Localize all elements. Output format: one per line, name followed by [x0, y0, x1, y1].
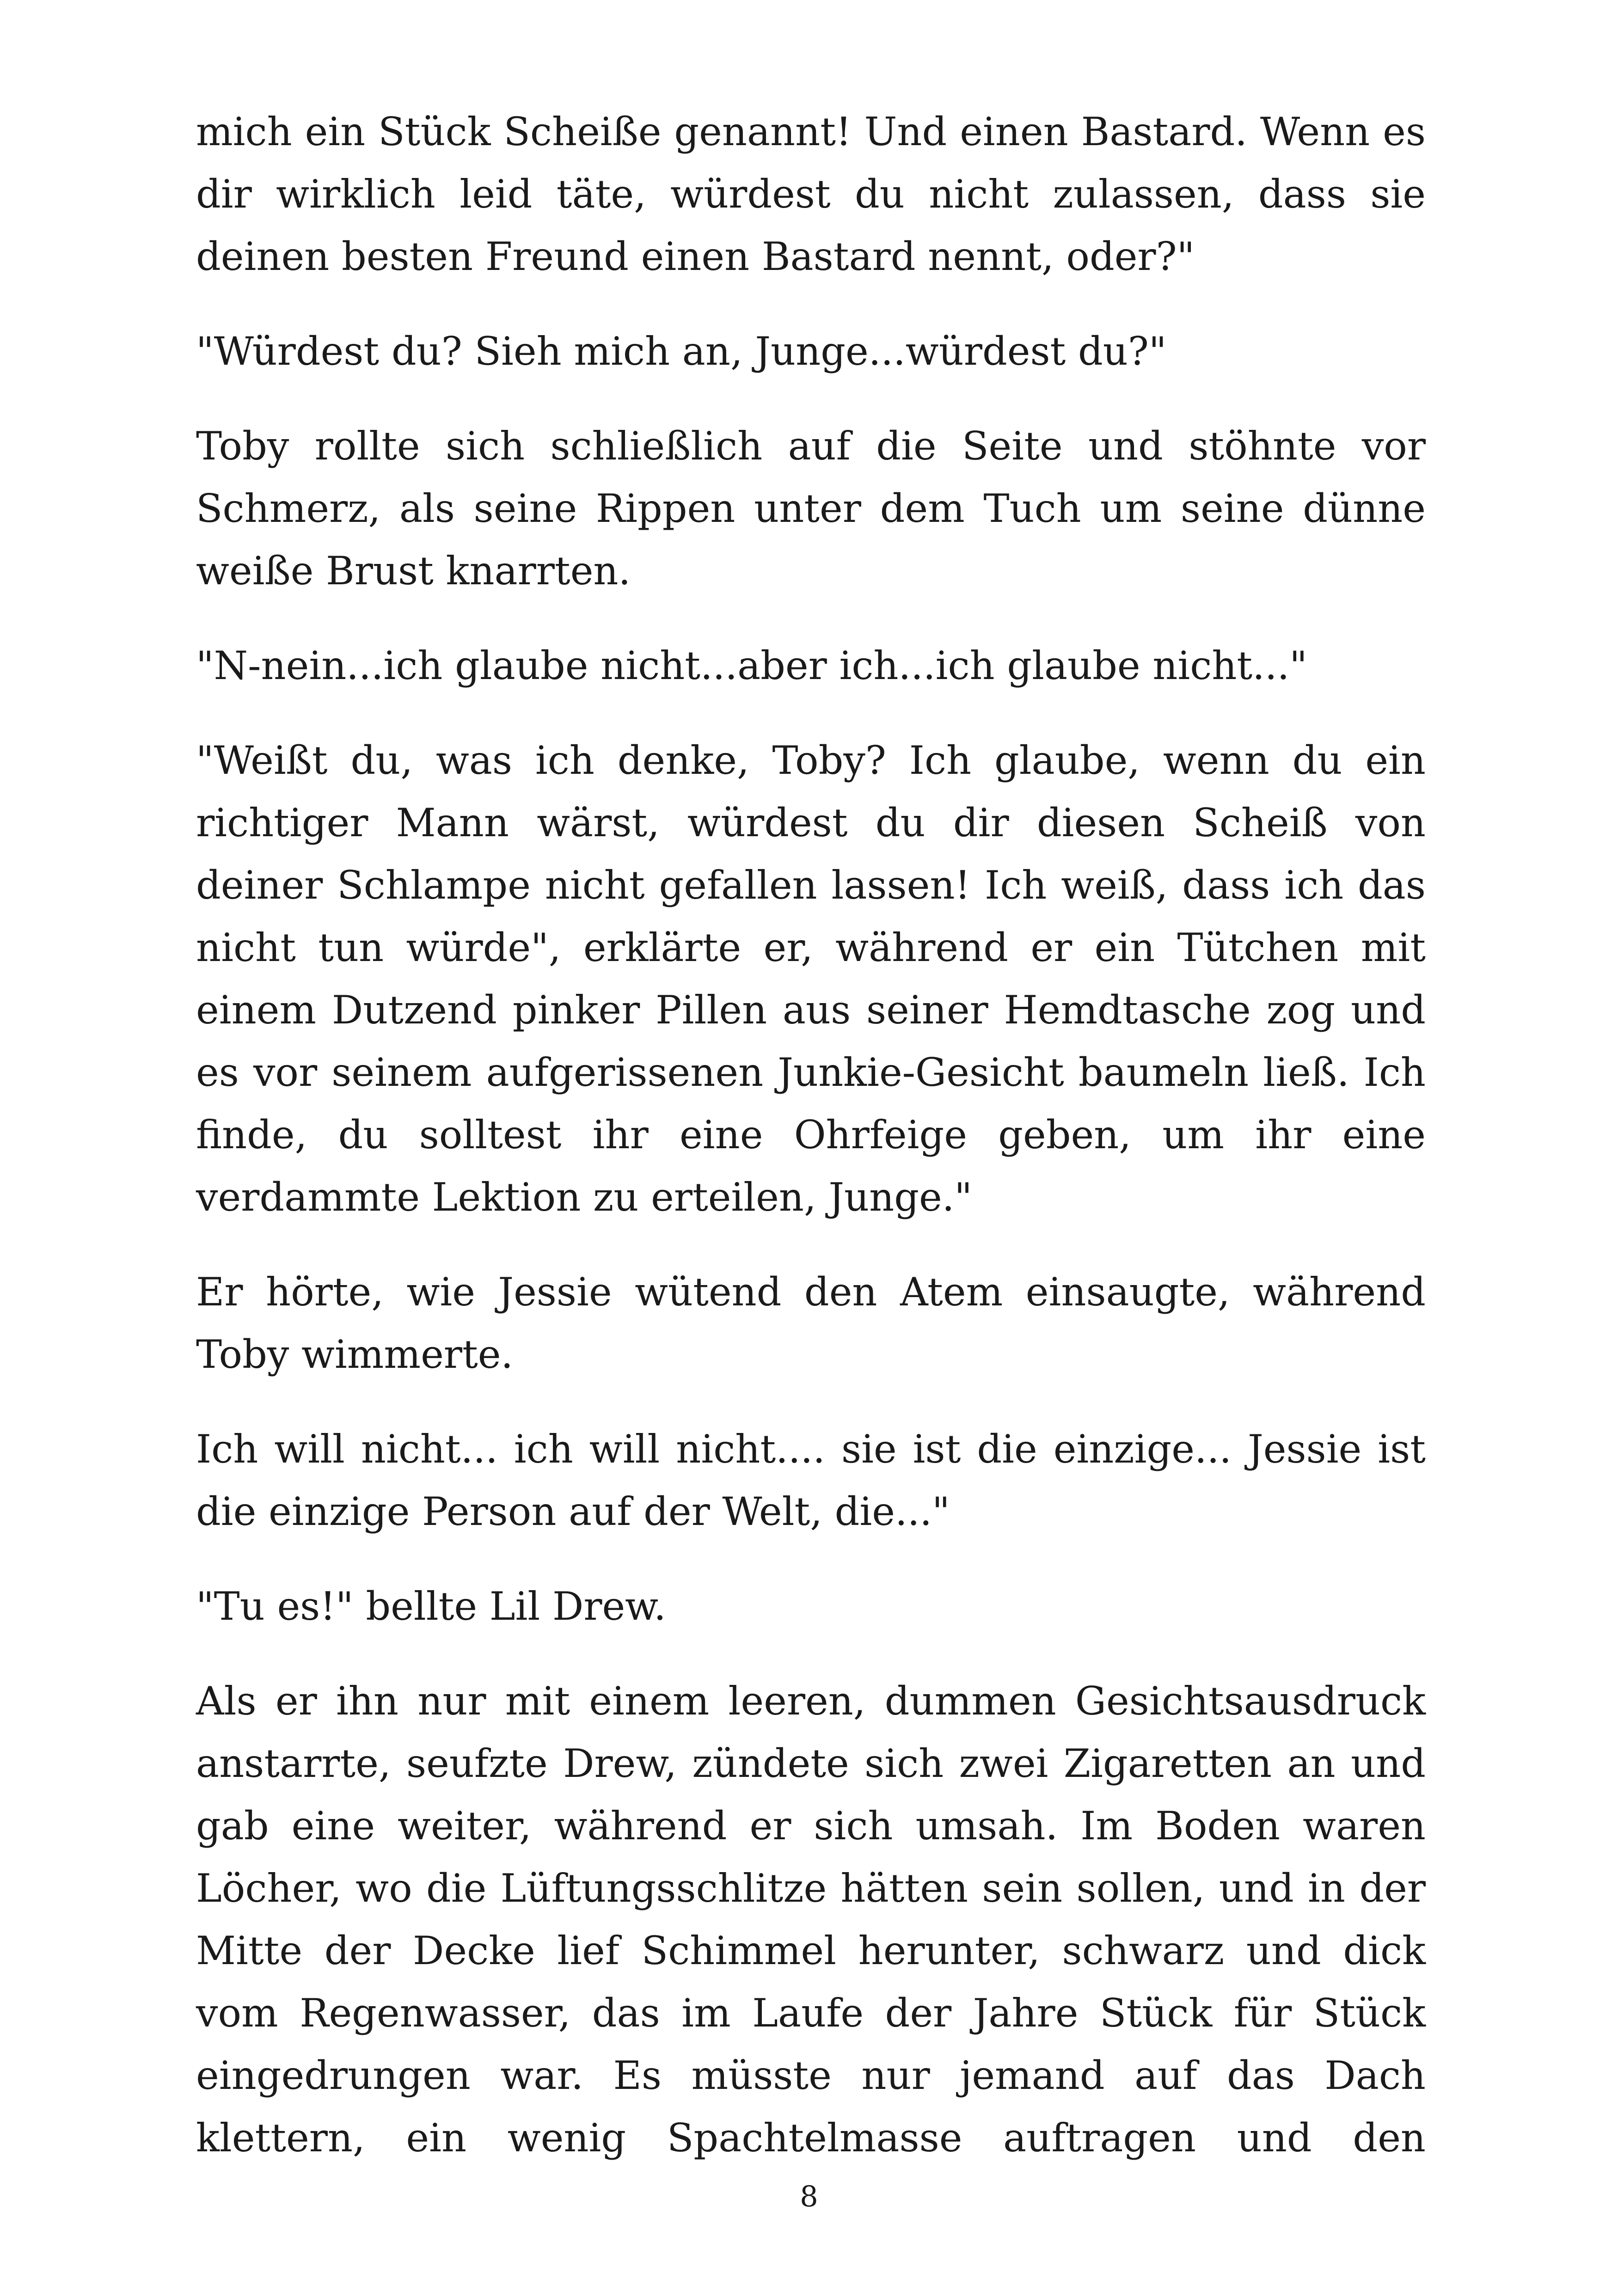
paragraph-3: Toby rollte sich schließlich auf die Seite und stöhnte vor Schmerz, als seine Rippen unter dem Tuch um seine dünne weiße Brust knarrten.	[196, 423, 1426, 594]
paragraph-9: Als er ihn nur mit einem leeren, dummen Gesichtsausdruck anstarrte, seufzte Drew, zündete sich zwei Zigaretten an und gab eine weiter, während er sich umsah. Im Boden waren Löcher, wo die Lüftungsschlitze hätten sein sollen, und in der Mitte der Decke lief Schimmel herunter, schwarz und dick vom Regenwasser, das im Laufe der Jahre Stück für Stück eingedrungen war. Es müsste nur jemand auf das Dach klettern, ein wenig Spachtelmasse auftragen und den	[196, 1678, 1426, 2161]
paragraph-2: "Würdest du? Sieh mich an, Junge...würdest du?"	[196, 329, 1167, 374]
paragraph-8: "Tu es!" bellte Lil Drew.	[196, 1584, 666, 1629]
paragraph-5: "Weißt du, was ich denke, Toby? Ich glaube, wenn du ein richtiger Mann wärst, würdest du dir diesen Scheiß von deiner Schlampe nicht gefallen lassen! Ich weiß, dass ich das nicht tun würde", erklärte er, während er ein Tütchen mit einem Dutzend pinker Pillen aus seiner Hemdtasche zog und es vor seinem aufgerissenen Junkie-Gesicht baumeln ließ. Ich finde, du solltest ihr eine Ohrfeige geben, um ihr eine verdammte Lektion zu erteilen, Junge."	[196, 738, 1426, 1220]
paragraph-7: Ich will nicht... ich will nicht.... sie ist die einzige... Jessie ist die einzige Person auf der Welt, die..."	[196, 1427, 1426, 1534]
paragraph-4: "N-nein...ich glaube nicht...aber ich...ich glaube nicht..."	[196, 643, 1307, 688]
body-text	[196, 101, 1426, 2169]
paragraph-6: Er hörte, wie Jessie wütend den Atem einsaugte, während Toby wimmerte.	[196, 1269, 1426, 1377]
paragraph-1: mich ein Stück Scheiße genannt! Und einen Bastard. Wenn es dir wirklich leid täte, würdest du nicht zulassen, dass sie deinen besten Freund einen Bastard nennt, oder?"	[196, 109, 1426, 279]
page-number: 8	[800, 2180, 818, 2213]
